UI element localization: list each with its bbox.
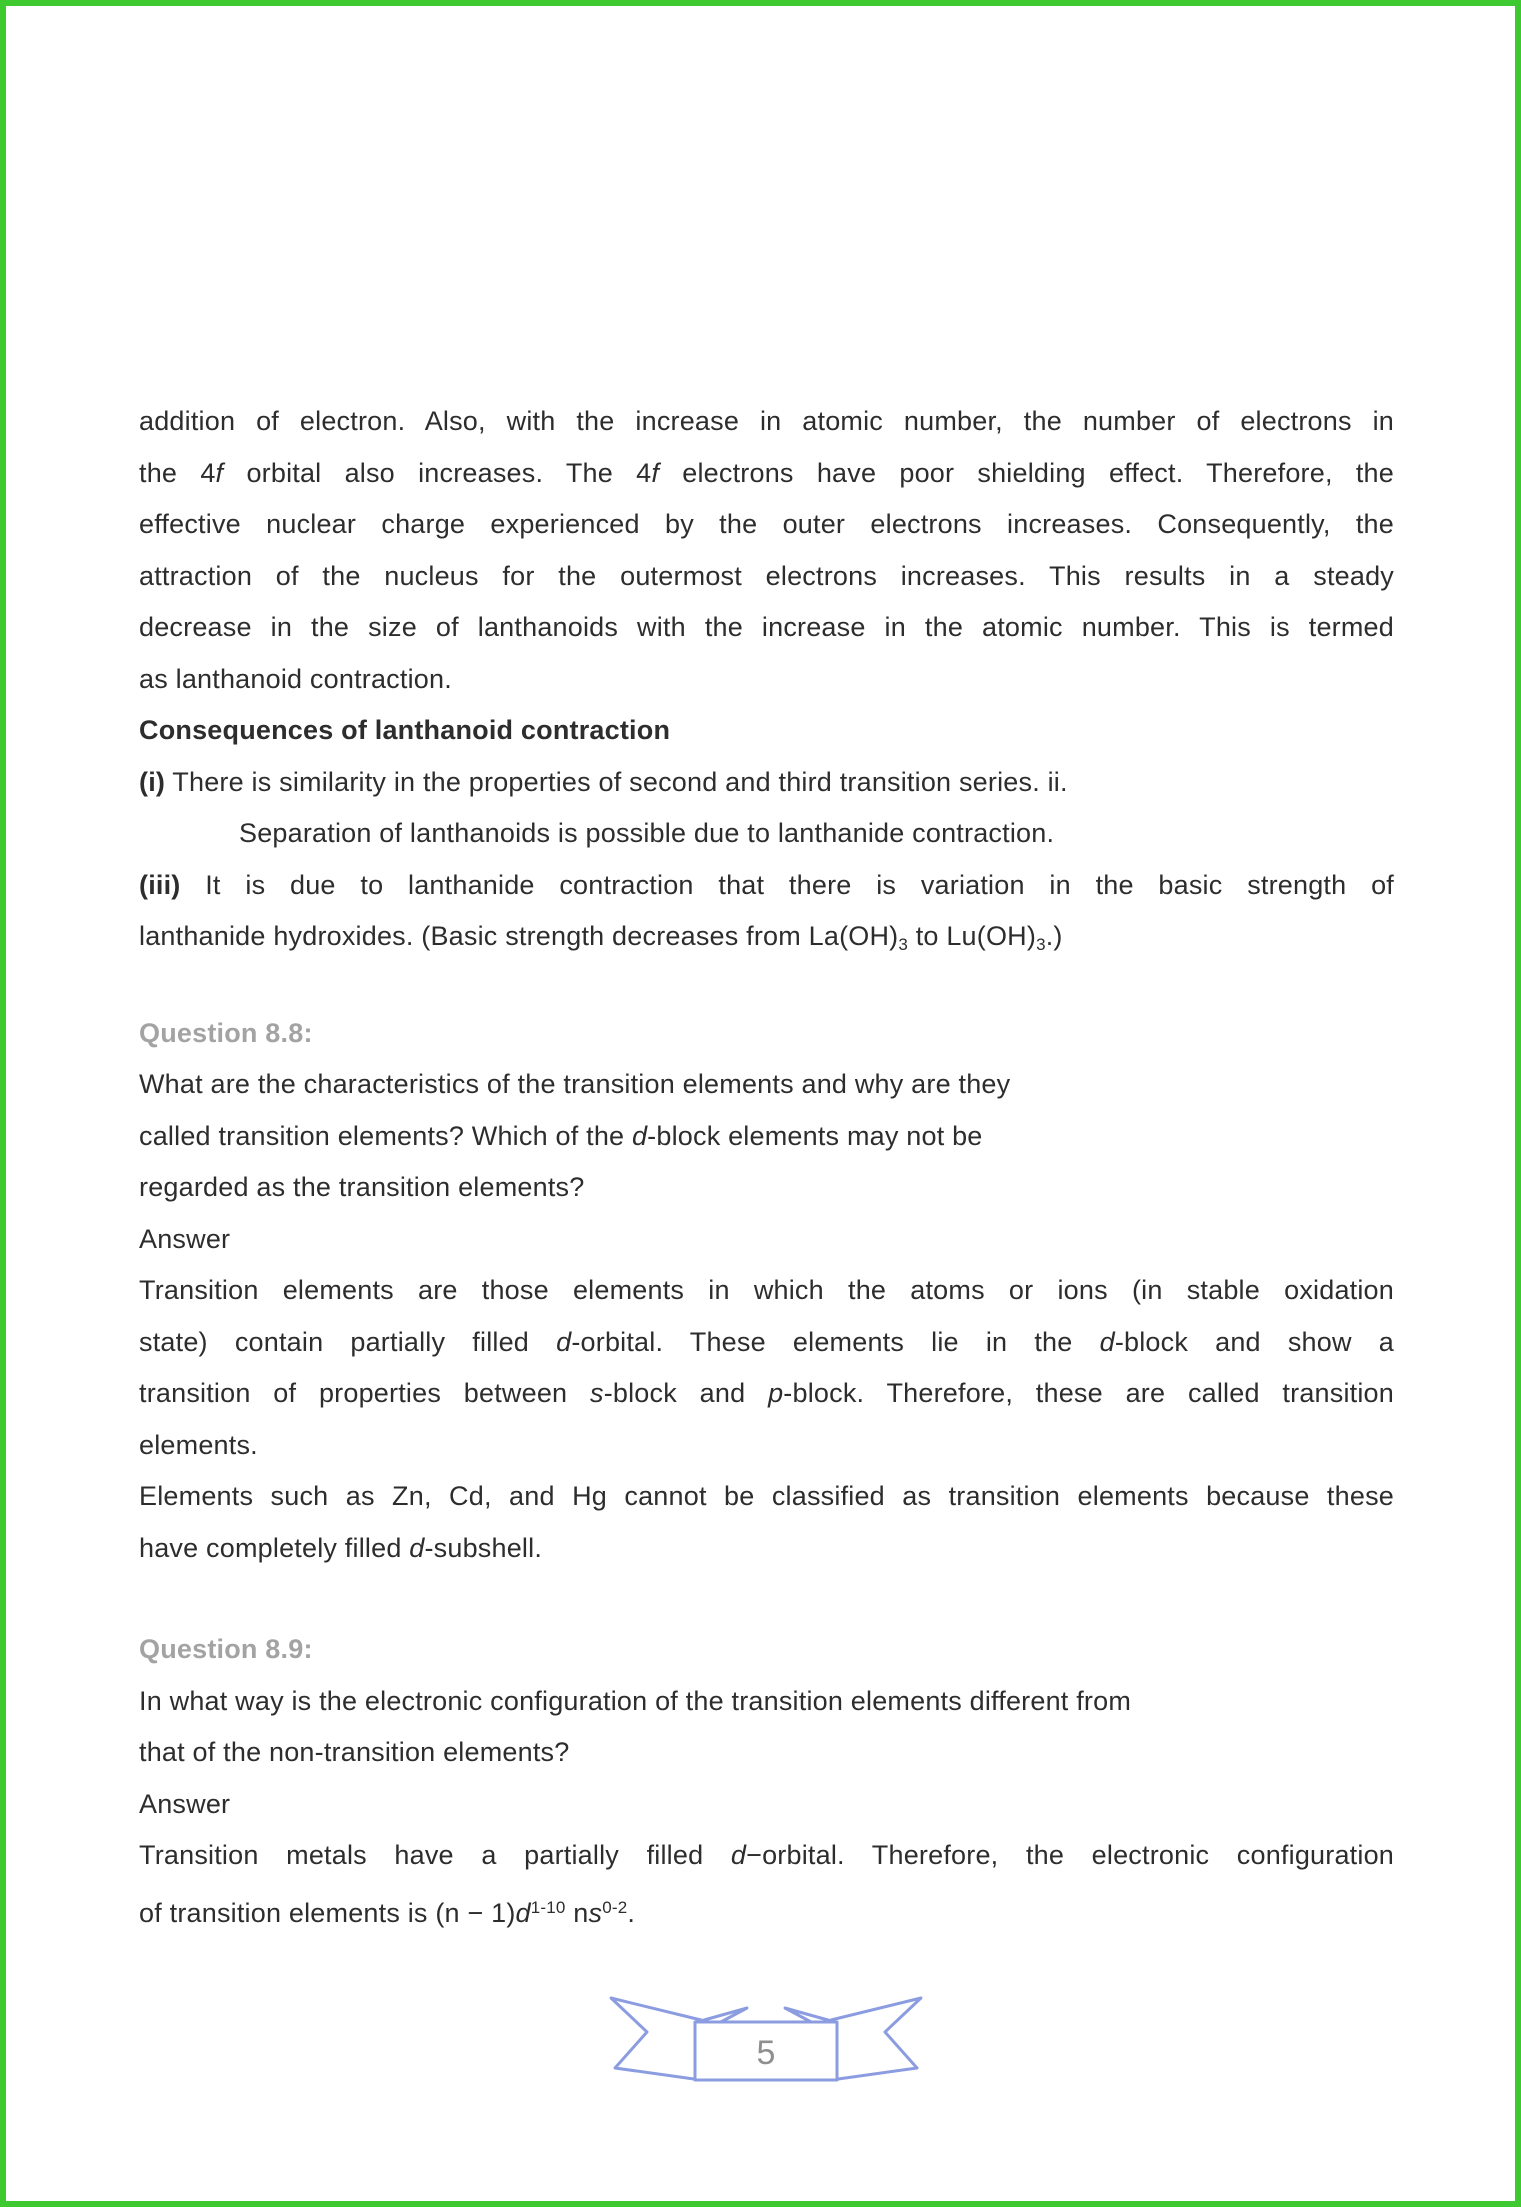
question-8-8-line: Answer — [139, 1223, 231, 1254]
consequence-item-iii-line: (iii) It is due to lanthanide contraction that there is variation in the basic strength of — [139, 869, 1394, 900]
question-8-8-line: elements. — [139, 1429, 258, 1460]
consequence-item-i-line: (i) There is similarity in the properties of second and third transition series. ii. — [139, 766, 1068, 797]
section-gap — [139, 1574, 1394, 1624]
consequence-item-i-line: Separation of lanthanoids is possible due to lanthanide contraction. — [239, 818, 1055, 848]
section-gap — [139, 963, 1394, 1008]
question-8-8-line: called transition elements? Which of the d-block elements may not be — [139, 1120, 983, 1151]
page-number-ribbon — [571, 1984, 961, 2096]
question-8-8-line: Question 8.8: — [139, 1017, 313, 1048]
question-8-9-line: Answer — [139, 1788, 231, 1819]
question-8-8-line: Elements such as Zn, Cd, and Hg cannot be classified as transition elements because these — [139, 1481, 1394, 1511]
question-8-8-line: Transition elements are those elements in which the atoms or ions (in stable oxidation — [139, 1275, 1394, 1305]
question-8-8-line: state) contain partially filled d-orbital. These elements lie in the d-block and show a — [139, 1326, 1394, 1357]
question-8-8-line: What are the characteristics of the transition elements and why are they — [139, 1069, 1011, 1099]
question-8-9-line: Question 8.9: — [139, 1634, 313, 1664]
question-8-9-line: that of the non-transition elements? — [139, 1737, 570, 1767]
intro-paragraph-line: addition of electron. Also, with the increase in atomic number, the number of electrons in — [139, 406, 1394, 436]
intro-paragraph-line: the 4f orbital also increases. The 4f electrons have poor shielding effect. Therefore, the — [139, 457, 1394, 488]
ribbon-left-wing — [611, 1998, 701, 2080]
page-number: 5 — [756, 2034, 776, 2072]
intro-paragraph-line: decrease in the size of lanthanoids with the increase in the atomic number. This is termed — [139, 612, 1394, 642]
question-8-9-line: Transition metals have a partially filled d−orbital. Therefore, the electronic configuration — [139, 1840, 1394, 1870]
intro-paragraph-line: effective nuclear charge experienced by the outer electrons increases. Consequently, the — [139, 509, 1394, 539]
intro-paragraph-line: as lanthanoid contraction. — [139, 663, 452, 694]
question-8-8-line: transition of properties between s-block and p-block. Therefore, these are called transition — [139, 1378, 1394, 1408]
consequences-heading-line: Consequences of lanthanoid contraction — [139, 715, 671, 745]
question-8-8-line: regarded as the transition elements? — [139, 1172, 585, 1202]
document-body — [139, 396, 1394, 1933]
intro-paragraph-line: attraction of the nucleus for the outermost electrons increases. This results in a steady — [139, 560, 1394, 591]
question-8-8-line: have completely filled d-subshell. — [139, 1532, 543, 1563]
question-8-9-line: In what way is the electronic configuration of the transition elements different from — [139, 1685, 1132, 1716]
ribbon-banner-icon — [571, 1984, 961, 2096]
question-8-9-line: of transition elements is $(n - 1)d^{1-10}$ $ns^{0-2}$. — [139, 1897, 636, 1928]
ribbon-right-wing — [831, 1998, 921, 2080]
consequence-item-iii-line: lanthanide hydroxides. (Basic strength decreases from La(OH)3 to Lu(OH)3.) — [139, 921, 1063, 954]
